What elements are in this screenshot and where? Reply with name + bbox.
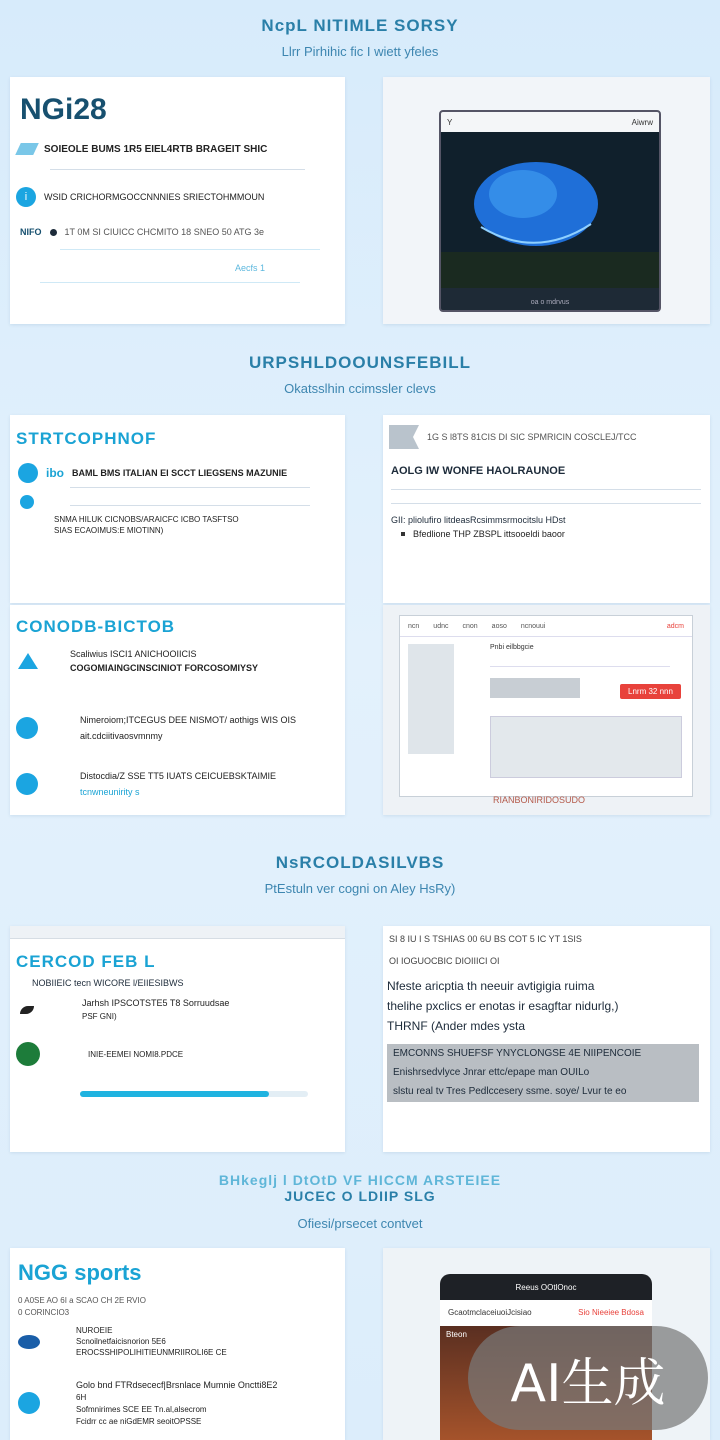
ngg-row1c: EROCSSHIPOLIHITIEUNMRIIROLI6E CE xyxy=(76,1348,227,1357)
card-article xyxy=(383,415,710,603)
section-subtitle: PtEstuln ver cogni on Aley HsRy) xyxy=(264,881,456,896)
text-top: SI 8 IU I S TSHIAS 00 6U BS COT 5 IC YT 1SIS xyxy=(389,934,582,944)
tab-3[interactable]: cnon xyxy=(462,622,478,630)
dashboard-footer: RIANBONIRIDOSUDO xyxy=(493,795,586,805)
mobile-row1: GcaotmclaceiuoiJcisiao xyxy=(448,1308,532,1317)
condo-row1b: COGOMIAINGCINSCINIOT FORCOSOMIYSY xyxy=(70,663,259,673)
highlight-box xyxy=(387,1044,699,1102)
section-title: URPSHLDOOUNSFEBILL xyxy=(249,353,471,372)
card-text-block xyxy=(383,926,710,1152)
section-title-2: JUCEC O LDIIP SLG xyxy=(284,1188,436,1204)
diamond-icon xyxy=(15,143,39,155)
tab-right[interactable]: adcm xyxy=(666,622,684,630)
strategy-line2: SNMA HILUK CICNOBS/ARAICFC ICBO TASFTSO xyxy=(54,515,239,524)
drop-icon xyxy=(16,717,38,739)
ng28-line3: 1T 0M SI CIUICC CHCMITO 18 SNEO 50 ATG 3e xyxy=(64,227,265,237)
mobile-badge[interactable]: Bteon xyxy=(446,1330,467,1339)
card-ngg-sports xyxy=(10,1248,345,1440)
triangle-icon xyxy=(18,653,38,669)
condo-row3b: tcnwneunirity s xyxy=(80,787,140,797)
text-p2: thelihe pxclics er enotas ir esagftar nidurlg,) xyxy=(387,999,619,1013)
section-subtitle: Okatsslhin ccimssler clevs xyxy=(284,381,436,396)
strategy-title: STRTCOPHNOF xyxy=(16,429,157,448)
article-line1: GII: pliolufiro litdeasRcsimmsrmocitslu HDst xyxy=(391,515,566,525)
section-3-header xyxy=(0,853,720,896)
mobile-row1b: Sio Nieeiee Bdosa xyxy=(578,1308,644,1317)
drop-icon-2 xyxy=(18,1392,40,1414)
section-title: BHkeglj l DtOtD VF HICCM ARSTEIEE xyxy=(218,1172,502,1188)
box-line3: slstu real tv Tres Pedlccesery ssme. soye/ Lvur te eo xyxy=(393,1086,627,1097)
text-sub: OI IOGUOCBIC DIOIIICI OI xyxy=(389,956,500,966)
leaf-icon xyxy=(20,1006,34,1014)
condo-row3a: Distocdia/Z SSE TT5 IUATS CEICUEBSKTAIMIE xyxy=(80,771,277,781)
inner-panel xyxy=(490,716,682,778)
strategy-icon-text: ibo xyxy=(46,466,64,480)
condo-row2b: ait.cdciitivaosvmnmy xyxy=(80,731,163,741)
window-menu-button[interactable]: Aiwrw xyxy=(631,117,653,127)
ng28-line3-label: NIFO xyxy=(20,227,42,237)
ngg-row2b: 6H xyxy=(76,1393,87,1402)
article-top: 1G S l8TS 81CIS DI SIC SPMRICIN COSCLEJ/TCC xyxy=(427,432,637,442)
ng28-logo: NGi28 xyxy=(20,93,107,126)
section-subtitle: Ofiesi/prsecet contvet xyxy=(297,1216,423,1231)
ai-watermark: AI生成 xyxy=(468,1326,708,1430)
dashboard-tabs xyxy=(400,616,692,637)
condo-row2a: Nimeroiom;ITCEGUS DEE NISMOT/ aothigs WIS OIS xyxy=(80,715,297,725)
ngg-row2c: Sofmnirimes SCE EE Tn.al,alsecrom xyxy=(76,1405,207,1414)
thumb-strip xyxy=(490,678,580,698)
flag-icon xyxy=(389,425,419,449)
text-paragraph xyxy=(387,976,618,1036)
card-record xyxy=(10,926,345,1152)
app-window xyxy=(439,110,661,312)
mobile-header: Reeus OOtlOnoc xyxy=(440,1274,652,1300)
article-heading: AOLG IW WONFE HAOLRAUNOE xyxy=(391,465,566,477)
primary-red-button[interactable]: Lnrm 32 nnn xyxy=(620,684,681,699)
ngg-sports-title: NGG sports xyxy=(18,1260,142,1285)
card-strategy xyxy=(10,415,345,603)
ng28-tag[interactable]: Aecfs 1 xyxy=(235,263,266,273)
record-row1: Jarhsh IPSCOTSTE5 T8 Sorruudsae xyxy=(82,998,230,1008)
wave-icon xyxy=(16,773,38,795)
article-line2: Bfedlione THP ZBSPL ittsooeldi baoor xyxy=(413,529,565,539)
card-dashboard-mock xyxy=(383,605,710,815)
strategy-line1: BAML BMS ITALIAN EI SCCT LIEGSENS MAZUNIE xyxy=(72,468,288,478)
condo-row1a: Scaliwius ISCI1 ANICHOOIICIS xyxy=(70,649,197,659)
ng28-line2: WSID CRICHORMGOCCNNNIES SRIECTOHMMOUN xyxy=(44,192,265,202)
card7-topbar xyxy=(10,926,345,939)
text-p1: Nfeste aricptia th neeuir avtigigia ruima xyxy=(387,979,595,993)
jellyfish-image xyxy=(441,132,659,288)
ngg-row2d: Fcidrr cc ae niGdEMR seoitOPSSE xyxy=(76,1417,202,1426)
record-sub: NOBIIEIC tecn WICORE l/EIIESIBWS xyxy=(32,978,184,988)
mobile-row xyxy=(440,1300,652,1325)
box-line2: Enishrsedvlyce Jnrar ettc/epape man OUILo xyxy=(393,1067,590,1078)
window-title: Y xyxy=(447,117,453,127)
ngg-row2a: Golo bnd FTRdsececf|Brsnlace Mumnie Onctti8E2 xyxy=(76,1380,278,1390)
section-title: NsRCOLDASILVBS xyxy=(275,853,445,872)
ngg-row1a: NUROEIE xyxy=(76,1326,113,1335)
ng28-line1: SOIEOLE BUMS 1R5 EIEL4RTB BRAGEIT SHIC xyxy=(44,143,268,155)
swoosh-icon xyxy=(18,1335,40,1349)
section-2-header xyxy=(0,353,720,396)
section-4-header xyxy=(0,1172,720,1231)
record-row1b: PSF GNI) xyxy=(82,1012,117,1021)
tab-1[interactable]: ncn xyxy=(408,622,420,630)
bullet-icon xyxy=(401,532,405,536)
tab-2[interactable]: udnc xyxy=(433,622,449,630)
text-p3: THRNF (Ander mdes ysta xyxy=(387,1019,526,1033)
box-line1: EMCONNS SHUEFSF YNYCLONGSE 4E NIIPENCOIE xyxy=(393,1048,642,1059)
ngg-row1b: Scnoilnetfaicisnorion 5E6 xyxy=(76,1337,166,1346)
section-subtitle: Llrr Pirhihic fic I wiett yfeles xyxy=(281,44,439,59)
record-progress-fill xyxy=(80,1091,269,1097)
card-condo xyxy=(10,605,345,815)
info-icon: i xyxy=(16,187,36,207)
dot-icon xyxy=(50,229,57,236)
ngg-line0b: 0 CORINCIO3 xyxy=(18,1308,70,1317)
window-footer: oa o mdrvus xyxy=(530,299,570,306)
circle-icon xyxy=(20,495,34,509)
section-title: NcpL NITIMLE SORSY xyxy=(261,16,459,35)
record-title: CERCOD FEB L xyxy=(16,952,156,971)
tab-4[interactable]: aoso xyxy=(491,622,507,630)
tab-5[interactable]: ncnouui xyxy=(520,622,546,630)
panel-title: Pnbi eilbbgcie xyxy=(490,644,534,651)
ngg-line0: 0 A0SE AO 6I a SCAO CH 2E RVIO xyxy=(18,1296,146,1305)
round-badge-icon xyxy=(18,463,38,483)
window-titlebar xyxy=(441,112,659,132)
card-screenshot-jellyfish xyxy=(383,77,710,324)
record-progress xyxy=(80,1091,308,1097)
section-1-header xyxy=(0,16,720,59)
dashboard-window xyxy=(399,615,693,797)
side-thumbnail xyxy=(408,644,454,754)
strategy-line3: SIAS ECAOIMUS:E MIOTINN) xyxy=(54,526,164,535)
record-row2: INIE-EEMEI NOMI8.PDCE xyxy=(88,1049,184,1059)
emblem-icon xyxy=(16,1042,40,1066)
condo-title: CONODB-BICTOB xyxy=(16,617,176,636)
card-ng28 xyxy=(10,77,345,324)
